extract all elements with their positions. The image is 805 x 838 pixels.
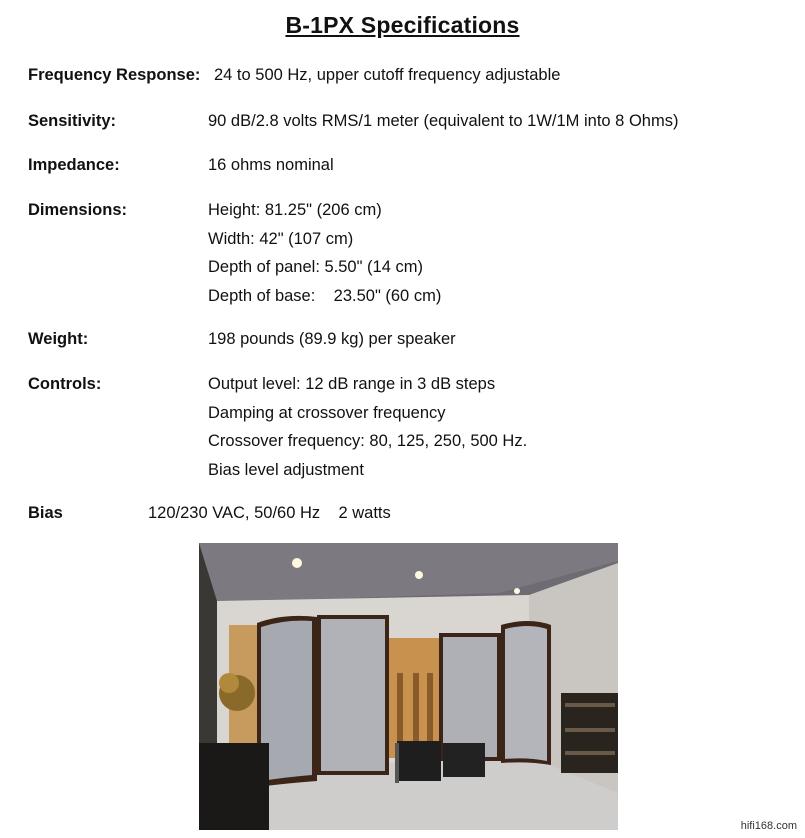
- control-output-level: Output level: 12 dB range in 3 dB steps: [208, 375, 496, 393]
- dimension-depth-base: Depth of base: 23.50" (60 cm): [208, 286, 442, 305]
- control-crossover: Crossover frequency: 80, 125, 250, 500 Hz.: [208, 432, 528, 450]
- watermark: hifi168.com: [740, 820, 797, 832]
- impedance-label: Impedance:: [28, 156, 120, 174]
- controls-values: [208, 370, 527, 484]
- dimensions-values: [208, 196, 441, 310]
- frequency-label: Frequency Response:: [28, 66, 201, 84]
- controls-label: Controls:: [28, 375, 102, 393]
- bias-value: 120/230 VAC, 50/60 Hz 2 watts: [148, 504, 391, 522]
- dimension-depth-panel: Depth of panel: 5.50" (14 cm): [208, 258, 423, 276]
- sensitivity-value: 90 dB/2.8 volts RMS/1 meter (equivalent to 1W/1M into 8 Ohms): [208, 112, 679, 130]
- bias-label: Bias: [28, 504, 63, 522]
- weight-label: Weight:: [28, 330, 89, 348]
- impedance-value: 16 ohms nominal: [208, 156, 334, 174]
- speaker-room-photo: [199, 543, 618, 830]
- dimension-height: Height: 81.25" (206 cm): [208, 201, 382, 219]
- control-bias-level: Bias level adjustment: [208, 460, 364, 479]
- page-title: B-1PX Specifications: [285, 12, 520, 38]
- frequency-value: 24 to 500 Hz, upper cutoff frequency adjustable: [214, 66, 561, 84]
- sensitivity-label: Sensitivity:: [28, 112, 117, 130]
- dimension-width: Width: 42" (107 cm): [208, 229, 354, 248]
- weight-value: 198 pounds (89.9 kg) per speaker: [208, 330, 456, 348]
- control-damping: Damping at crossover frequency: [208, 403, 446, 422]
- dimensions-label: Dimensions:: [28, 201, 128, 219]
